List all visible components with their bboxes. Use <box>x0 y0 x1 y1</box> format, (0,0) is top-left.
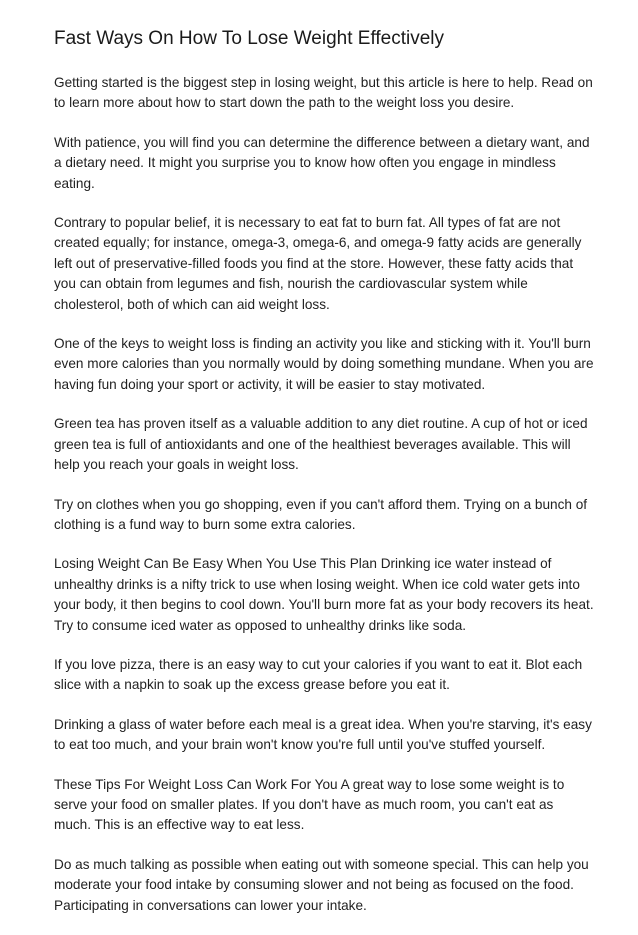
document-page <box>54 27 594 935</box>
paragraph-green-tea: Green tea has proven itself as a valuable addition to any diet routine. A cup of hot or iced green tea is full of antioxidants and one of the healthiest beverages available. This will help you reach your goals in weight loss. <box>54 416 588 473</box>
paragraph-patience: With patience, you will find you can determine the difference between a dietary want, and a dietary need. It might you surprise you to know how often you engage in mindless eating. <box>54 134 590 191</box>
paragraph-water-before-meal: Drinking a glass of water before each meal is a great idea. When you're starving, it's easy to eat too much, and your brain won't know you're full until you've stuffed yourself. <box>54 716 592 753</box>
page-title: Fast Ways On How To Lose Weight Effectively <box>54 28 445 49</box>
paragraph-getting-started: Getting started is the biggest step in losing weight, but this article is here to help. Read on to learn more about how to start down the path to the weight loss you desire. <box>54 75 593 111</box>
paragraph-clothes: Try on clothes when you go shopping, even if you can't afford them. Trying on a bunch of clothing is a fund way to burn some extra calories. <box>54 496 588 532</box>
paragraph-pizza: If you love pizza, there is an easy way to cut your calories if you want to eat it. Blot each slice with a napkin to soak up the excess grease before you eat it. <box>54 656 583 693</box>
paragraph-ice-water: Losing Weight Can Be Easy When You Use This Plan Drinking ice water instead of unhealthy drinks is a nifty trick to use when losing weight. When ice cold water gets into your body, it then begins to cool down. You'll burn more fat as your body recovers its heat. Try to consume iced water as opposed to unhealthy drinks like soda. <box>54 556 594 633</box>
paragraph-activity: One of the keys to weight loss is finding an activity you like and sticking with it. You'll burn even more calories than you normally would by doing something mundane. When you are having fun doing your sport or activity, it will be easier to stay motivated. <box>54 336 594 392</box>
paragraph-smaller-plates: These Tips For Weight Loss Can Work For You A great way to lose some weight is to serve your food on smaller plates. If you don't have as much room, you can't eat as much. This is an effective way to eat less. <box>54 776 565 833</box>
paragraph-fat: Contrary to popular belief, it is necessary to eat fat to burn fat. All types of fat are not created equally; for instance, omega-3, omega-6, and omega-9 fatty acids are generally left out of preservative-filled foods you find at the store. However, these fatty acids that you can obtain from legumes and fish, nourish the cardiovascular system while cholesterol, both of which can aid weight loss. <box>54 215 582 312</box>
paragraph-talking: Do as much talking as possible when eating out with someone special. This can help you moderate your food intake by consuming slower and not being as focused on the food. Participating in conversations can lower your intake. <box>54 856 589 913</box>
